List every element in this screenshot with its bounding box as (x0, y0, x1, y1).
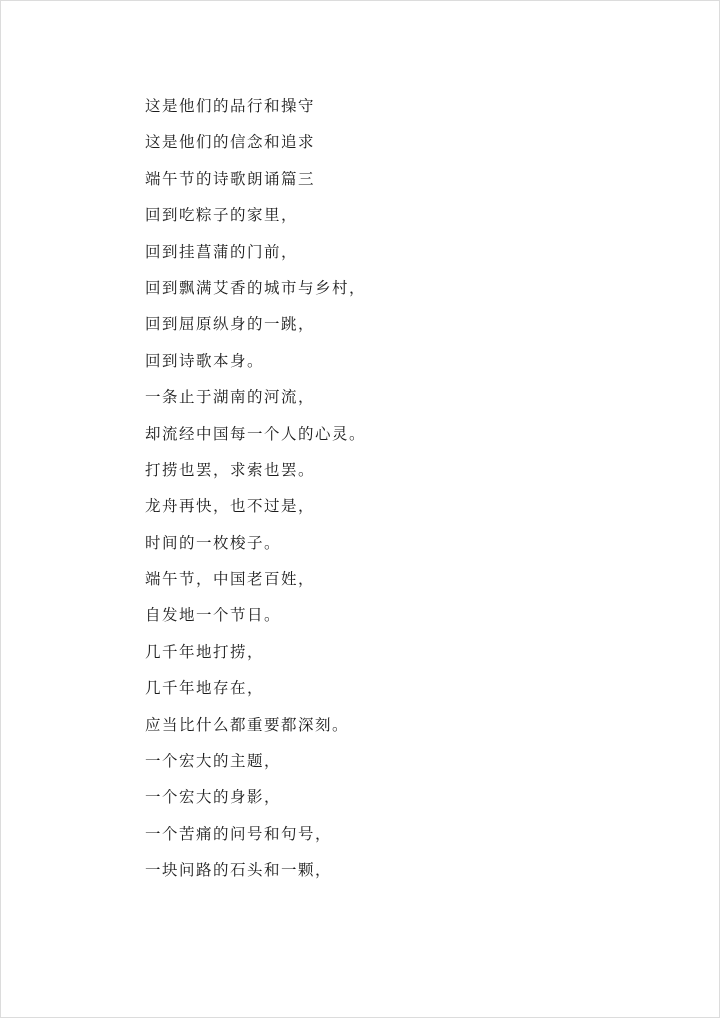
poem-line: 几千年地打捞， (145, 642, 265, 661)
poem-line: 回到诗歌本身。 (145, 351, 265, 370)
poem-line: 回到屈原纵身的一跳， (145, 315, 316, 334)
poem-line: 回到挂菖蒲的门前， (145, 242, 299, 261)
poem-line: 却流经中国每一个人的心灵。 (145, 424, 367, 443)
poem-line: 这是他们的信念和追求 (145, 133, 316, 152)
poem-line: 自发地一个节日。 (145, 606, 282, 625)
poem-line: 时间的一枚梭子。 (145, 533, 282, 552)
poem-title: 端午节的诗歌朗诵篇三 (145, 169, 316, 188)
poem-line: 一条止于湖南的河流， (145, 388, 316, 407)
poem-lines (145, 91, 366, 892)
poem-line: 端午节，中国老百姓， (145, 570, 316, 589)
poem-line: 这是他们的品行和操守 (145, 97, 316, 115)
poem-line: 一个苦痛的问号和句号， (145, 824, 333, 843)
poem-line: 一块问路的石头和一颗， (145, 861, 333, 880)
poem-line: 打捞也罢，求索也罢。 (145, 460, 316, 479)
poem-line: 一个宏大的主题， (145, 752, 282, 771)
poem-line: 几千年地存在， (145, 679, 265, 698)
poem-line: 应当比什么都重要都深刻。 (145, 715, 350, 734)
poem-line: 龙舟再快，也不过是， (145, 497, 316, 516)
poem-line: 一个宏大的身影， (145, 788, 282, 807)
poem-line: 回到吃粽子的家里， (145, 206, 299, 225)
poem-line: 回到飘满艾香的城市与乡村， (145, 278, 367, 297)
